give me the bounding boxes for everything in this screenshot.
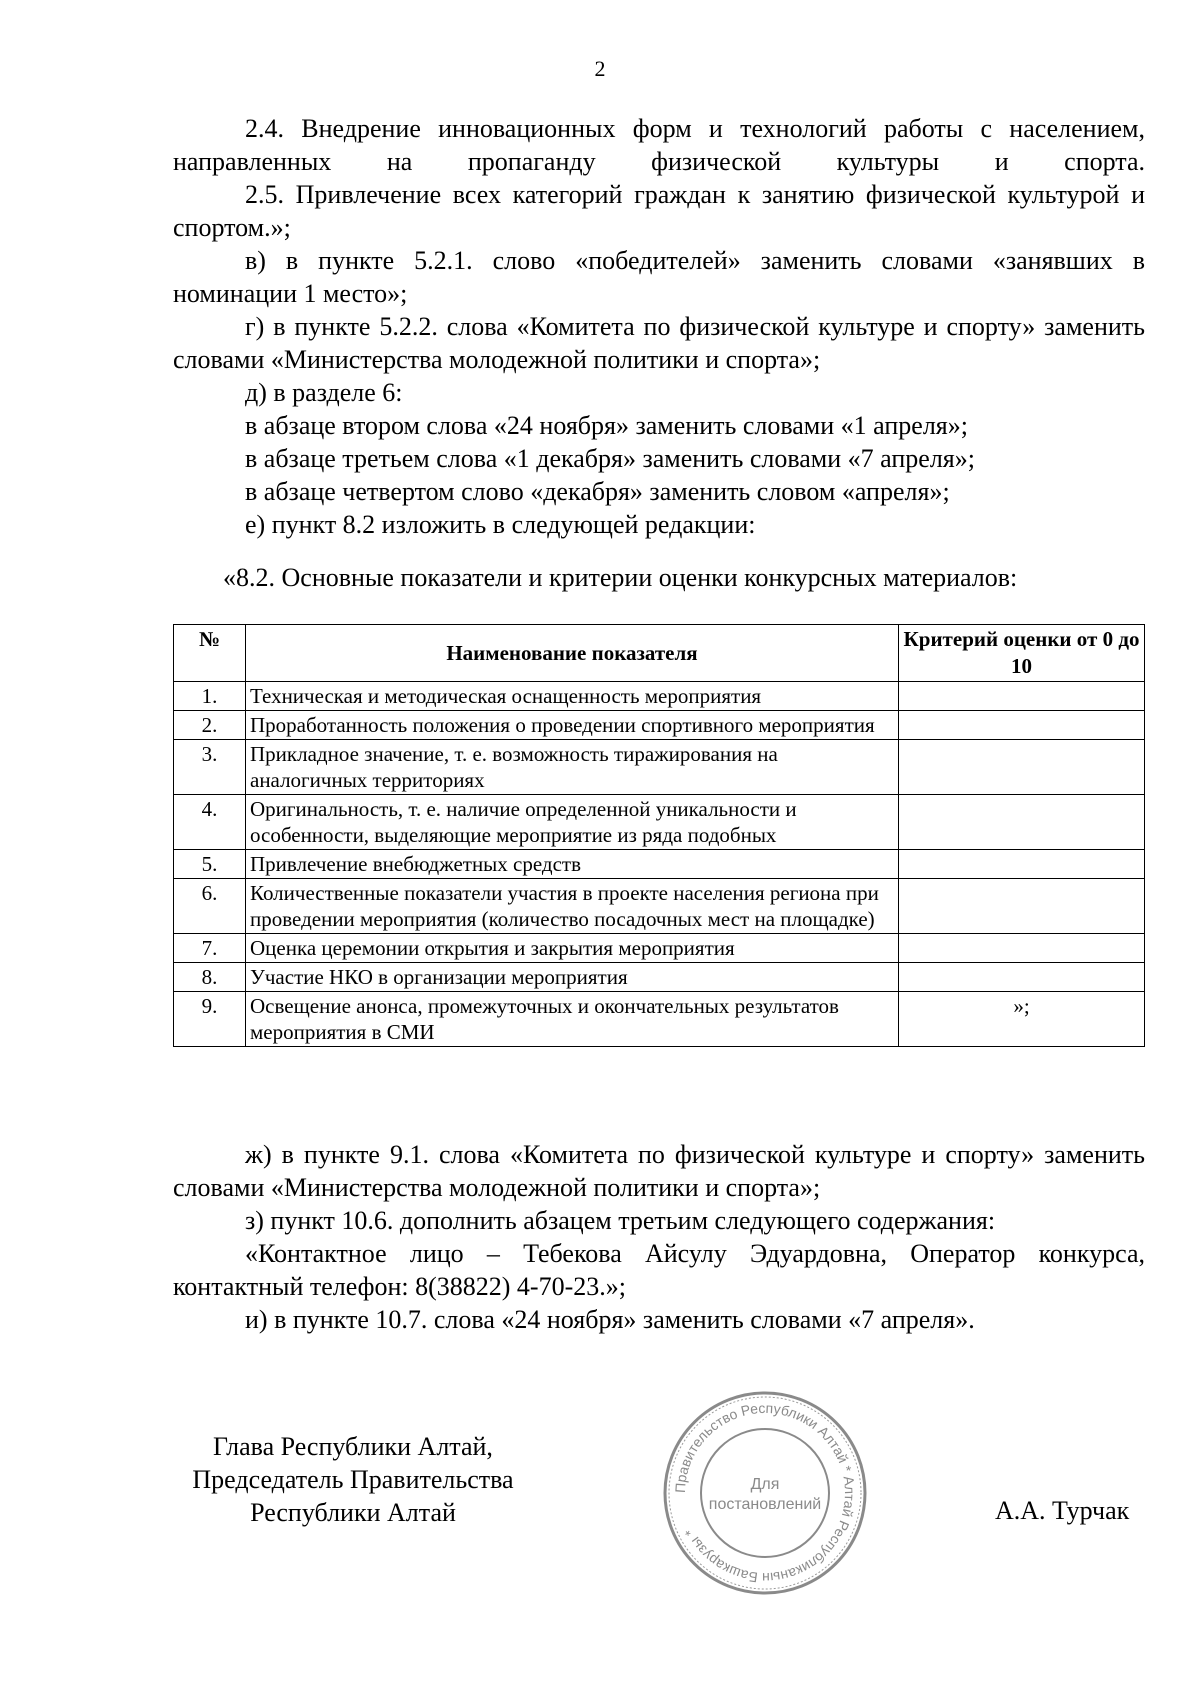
row-score: [899, 850, 1145, 879]
header-indicator-name: Наименование показателя: [246, 625, 899, 682]
table-header-row: [174, 625, 1145, 682]
row-score: [899, 711, 1145, 740]
page-number: 2: [594, 56, 606, 81]
paragraph: е) пункт 8.2 изложить в следующей редакции:: [245, 510, 756, 539]
paragraph: «Контактное лицо – Тебекова Айсулу Эдуардовна, Оператор конкурса, контактный телефон: 8(38822) 4-70-23.»;: [173, 1239, 1145, 1301]
paragraph: д) в разделе 6:: [245, 378, 403, 407]
paragraph: в абзаце третьем слова «1 декабря» заменить словами «7 апреля»;: [245, 444, 975, 473]
row-number: 9.: [174, 992, 246, 1047]
row-score: [899, 879, 1145, 934]
table-row: [174, 795, 1145, 850]
row-indicator: Освещение анонса, промежуточных и окончательных результатов мероприятия в СМИ: [246, 992, 899, 1047]
signatory-title-line: Республики Алтай: [250, 1498, 456, 1527]
row-number: 8.: [174, 963, 246, 992]
row-score: »;: [899, 992, 1145, 1047]
paragraph: 2.4. Внедрение инновационных форм и технологий работы с населением, направленных на пропаганду физической культуры и спорта.: [173, 114, 1145, 176]
row-indicator: Оценка церемонии открытия и закрытия мероприятия: [246, 934, 899, 963]
stamp-circular-text: Правительство Республики Алтай * Алтай Республиканын Башкарузы *: [671, 1399, 859, 1587]
row-score: [899, 934, 1145, 963]
header-number: №: [174, 625, 246, 682]
table-row: [174, 879, 1145, 934]
table-intro: «8.2. Основные показатели и критерии оценки конкурсных материалов:: [223, 563, 1018, 592]
paragraph: з) пункт 10.6. дополнить абзацем третьим следующего содержания:: [245, 1206, 996, 1235]
table-row: [174, 934, 1145, 963]
paragraph: в абзаце четвертом слово «декабря» заменить словом «апреля»;: [245, 477, 950, 506]
stamp-inner-text-1: Для: [750, 1476, 780, 1493]
stamp-dotted-ring: [669, 1397, 861, 1589]
main-text: [173, 112, 1145, 594]
paragraph: в) в пункте 5.2.1. слово «победителей» заменить словами «занявших в номинации 1 место»;: [173, 246, 1145, 308]
table-row: [174, 963, 1145, 992]
row-score: [899, 682, 1145, 711]
stamp-inner-text-2: постановлений: [708, 1496, 822, 1513]
table-row: [174, 992, 1145, 1047]
table-row: [174, 740, 1145, 795]
official-stamp: [660, 1388, 870, 1598]
table-row: [174, 682, 1145, 711]
row-indicator: Участие НКО в организации мероприятия: [246, 963, 899, 992]
signatory-title: [173, 1430, 533, 1529]
stamp-outer-ring: [665, 1393, 865, 1593]
row-score: [899, 963, 1145, 992]
row-number: 3.: [174, 740, 246, 795]
signatory-title-line: Глава Республики Алтай,: [213, 1432, 493, 1461]
row-number: 5.: [174, 850, 246, 879]
row-number: 2.: [174, 711, 246, 740]
row-indicator: Количественные показатели участия в проекте населения региона при проведении мероприятия (количество посадочных мест на площадке): [246, 879, 899, 934]
row-number: 1.: [174, 682, 246, 711]
signatory-name: А.А. Турчак: [995, 1496, 1130, 1525]
row-indicator: Оригинальность, т. е. наличие определенной уникальности и особенности, выделяющие мероприятие из ряда подобных: [246, 795, 899, 850]
row-number: 7.: [174, 934, 246, 963]
paragraph: ж) в пункте 9.1. слова «Комитета по физической культуре и спорту» заменить словами «Министерства молодежной политики и спорта»;: [173, 1140, 1145, 1202]
row-indicator: Техническая и методическая оснащенность мероприятия: [246, 682, 899, 711]
paragraph: и) в пункте 10.7. слова «24 ноября» заменить словами «7 апреля».: [245, 1305, 975, 1334]
row-score: [899, 795, 1145, 850]
row-number: 6.: [174, 879, 246, 934]
stamp-inner-ring: [701, 1429, 829, 1557]
row-indicator: Привлечение внебюджетных средств: [246, 850, 899, 879]
signatory-title-line: Председатель Правительства: [192, 1465, 514, 1494]
row-indicator: Проработанность положения о проведении спортивного мероприятия: [246, 711, 899, 740]
paragraph: в абзаце втором слова «24 ноября» заменить словами «1 апреля»;: [245, 411, 968, 440]
table-row: [174, 711, 1145, 740]
row-number: 4.: [174, 795, 246, 850]
row-indicator: Прикладное значение, т. е. возможность тиражирования на аналогичных территориях: [246, 740, 899, 795]
paragraph: г) в пункте 5.2.2. слова «Комитета по физической культуре и спорту» заменить словами «Министерства молодежной политики и спорта»;: [173, 312, 1145, 374]
header-score-criterion: Критерий оценки от 0 до 10: [899, 625, 1145, 682]
table-row: [174, 850, 1145, 879]
criteria-table: [173, 624, 1145, 1047]
paragraph: 2.5. Привлечение всех категорий граждан к занятию физической культурой и спортом.»;: [173, 180, 1145, 242]
closing-text: [173, 1138, 1145, 1336]
row-score: [899, 740, 1145, 795]
